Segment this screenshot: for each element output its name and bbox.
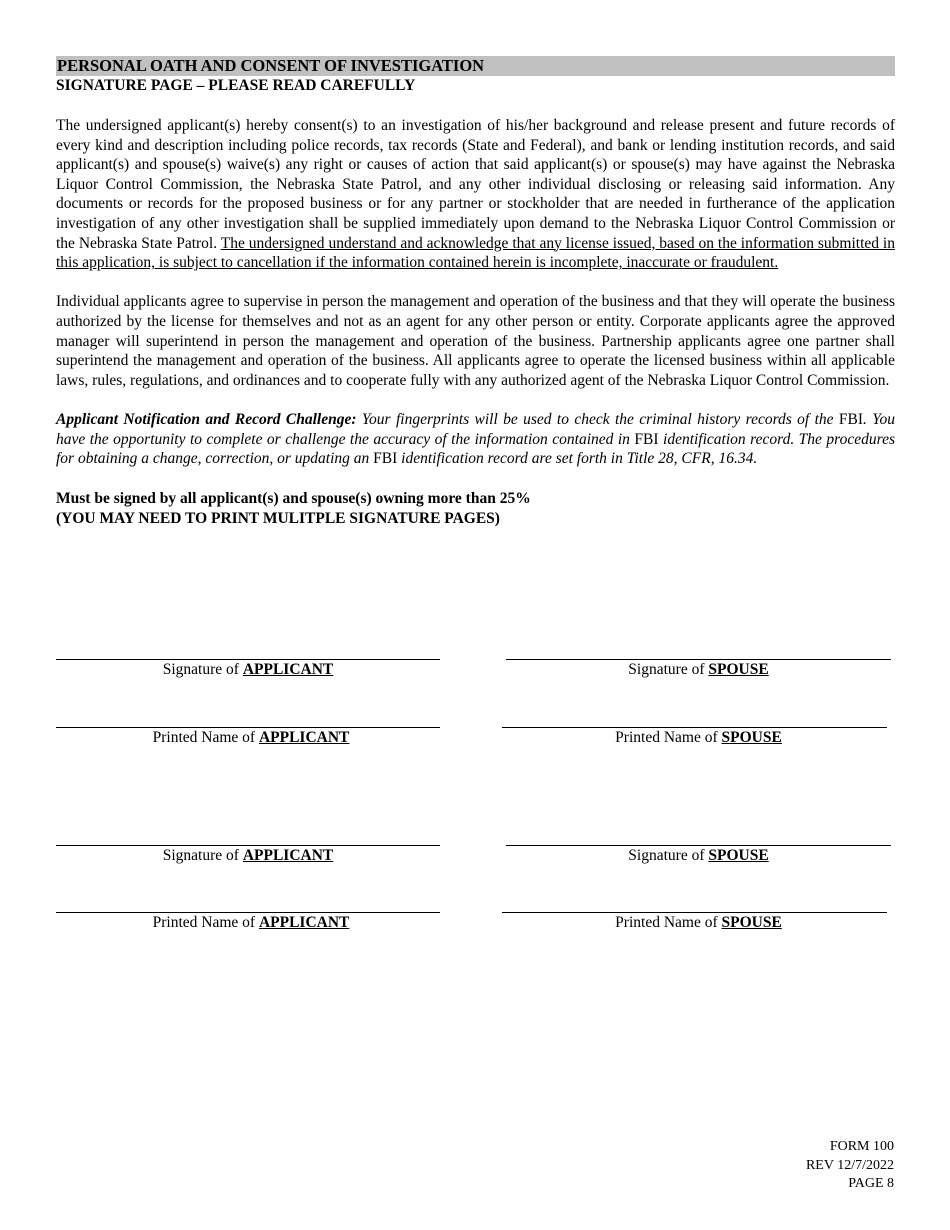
label-prefix: Printed Name of [615, 914, 718, 931]
label-prefix: Printed Name of [152, 729, 256, 746]
supervision-paragraph: Individual applicants agree to supervise in person the management and operation of the business and that they will operate the business authorized by the license for themselves and not as an agent for any other person or entity. Corporate applicants agree the approved manager will superintend in person the management and operation of the business. Partnership applicants agree one partner shall superintend the management and operation of the business. All applicants agree to operate the licensed business within all applicable laws, rules, regulations, and ordinances and to cooperate fully with any authorized agent of the Nebraska Liquor Control Commission. [56, 293, 895, 389]
label-role: APPLICANT [242, 847, 334, 864]
notification-text-1: Your fingerprints will be used to check the criminal history records of the [356, 410, 839, 428]
notification-text-3: identification record. The procedures for obtaining a change, correction, or updating an [56, 430, 895, 468]
page-number: PAGE 8 [848, 1176, 894, 1191]
spouse-signature-label-1 [506, 660, 891, 680]
section-subtitle: SIGNATURE PAGE – PLEASE READ CAREFULLY [56, 77, 416, 94]
page-footer [806, 1138, 894, 1194]
requirement-block [56, 489, 895, 529]
form-number: FORM 100 [829, 1139, 894, 1154]
requirement-line-2: (YOU MAY NEED TO PRINT MULITPLE SIGNATURE PAGES) [56, 509, 500, 527]
label-prefix: Signature of [162, 661, 239, 678]
acknowledgment-text: The undersigned understand and acknowledge that any license issued, based on the information submitted in this application, is subject to cancellation if the information contained herein is incomplete, inaccurate or fraudulent. [56, 234, 895, 272]
label-role: SPOUSE [708, 661, 769, 678]
applicant-printed-name-label-2 [56, 913, 446, 933]
label-role: APPLICANT [242, 661, 334, 678]
label-prefix: Signature of [628, 661, 705, 678]
requirement-line-1: Must be signed by all applicant(s) and spouse(s) owning more than 25% [56, 489, 531, 507]
notification-lead: Applicant Notification and Record Challenge: [56, 410, 357, 428]
spouse-printed-name-label-1 [506, 728, 891, 748]
fbi-text-2: FBI [634, 430, 659, 448]
label-prefix: Printed Name of [615, 729, 718, 746]
label-role: SPOUSE [721, 914, 782, 931]
applicant-signature-label-2 [56, 846, 440, 866]
label-role: APPLICANT [258, 729, 350, 746]
document-page [56, 56, 895, 529]
label-role: SPOUSE [708, 847, 769, 864]
applicant-printed-name-label-1 [56, 728, 446, 748]
consent-text: The undersigned applicant(s) hereby consent(s) to an investigation of his/her background and release present and future records of every kind and description including police records, tax records (State and Federal), and bank or lending institution records, and said applicant(s) and spouse(s) waive(s) any right or causes of action that said applicant(s) or spouse(s) may have against the Nebraska Liquor Control Commission, the Nebraska State Patrol, and any other individual disclosing or releasing said information. Any documents or records for the proposed business or for any partner or stockholder that are needed in furtherance of the application investigation of any other investigation shall be supplied immediately upon demand to the Nebraska Liquor Control Commission or the Nebraska State Patrol. [56, 117, 895, 252]
label-prefix: Printed Name of [152, 914, 256, 931]
fbi-text-3: FBI [373, 450, 398, 468]
revision-date: REV 12/7/2022 [805, 1157, 894, 1173]
notification-text-4: identification record are set forth in Title 28, CFR, 16.34. [397, 450, 758, 468]
label-prefix: Signature of [162, 847, 239, 864]
notification-paragraph [56, 410, 895, 469]
section-title: PERSONAL OATH AND CONSENT OF INVESTIGATION [56, 56, 895, 76]
spouse-printed-name-label-2 [506, 913, 891, 933]
notification-text-2: . You have the opportunity to complete or challenge the accuracy of the information contained in [56, 410, 895, 448]
label-prefix: Signature of [628, 847, 705, 864]
spouse-signature-label-2 [506, 846, 891, 866]
label-role: SPOUSE [721, 729, 782, 746]
consent-paragraph [56, 116, 895, 273]
label-role: APPLICANT [258, 914, 350, 931]
applicant-signature-label-1 [56, 660, 440, 680]
fbi-text-1: FBI [838, 410, 864, 428]
